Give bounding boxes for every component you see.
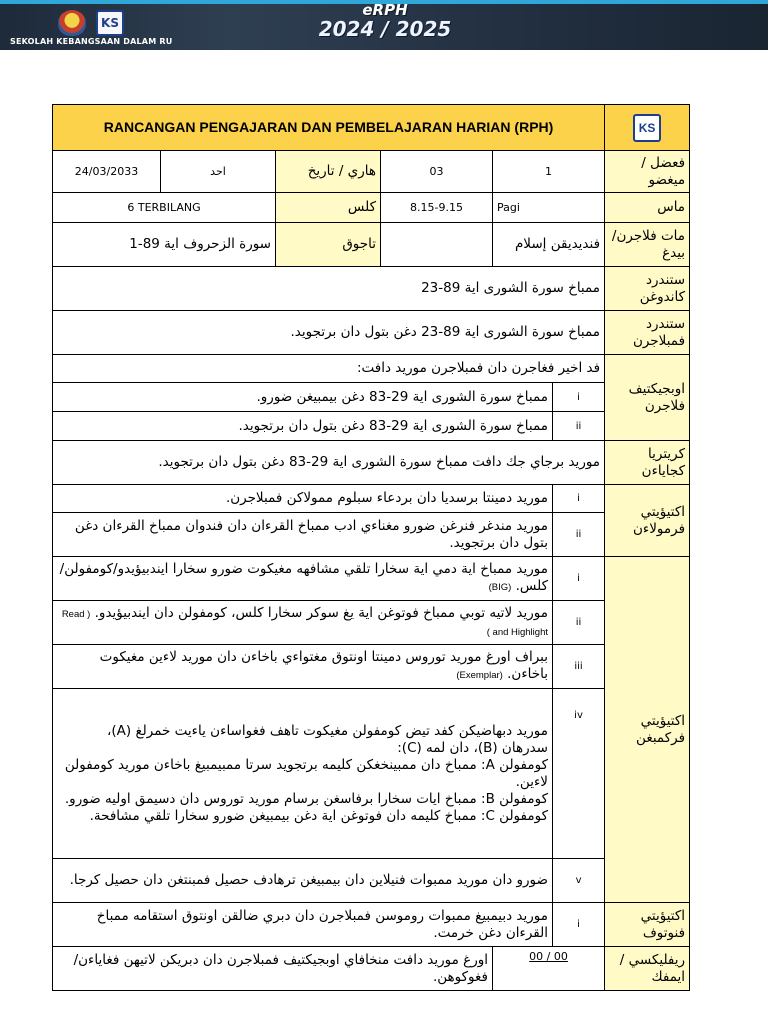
objektif-label: اوبجيكتيف فلاجرن bbox=[605, 355, 690, 441]
hari-value: احد bbox=[161, 151, 276, 193]
objektif-item-num: ii bbox=[553, 412, 605, 441]
refleksi-label: ريفليكسي / ايمفك bbox=[605, 947, 690, 991]
bidang-value: فنديديقن إسلام bbox=[493, 223, 605, 267]
state-crest-logo bbox=[58, 10, 86, 36]
fasal-label: فعضل / ميغضو bbox=[605, 151, 690, 193]
perkembangan-item-num: iv bbox=[553, 689, 605, 859]
perkembangan-item-text bbox=[53, 645, 553, 689]
masa-label: ماس bbox=[605, 193, 690, 223]
banner-title bbox=[310, 2, 460, 40]
penutup-label: اكتيؤيتي فنوتوف bbox=[605, 903, 690, 947]
objektif-item-num: i bbox=[553, 383, 605, 412]
banner-title-line2: 2024 / 2025 bbox=[318, 17, 452, 41]
sk-value: ممباخ سورة الشورى اية 89-23 bbox=[53, 267, 605, 311]
perkembangan-item-text bbox=[53, 557, 553, 601]
banner-school-name: SEKOLAH KEBANGSAAN DALAM RU bbox=[10, 37, 173, 46]
penutup-item-text: موريد دبيمبيغ ممبوات روموسن فمبلاجرن دان دبري ضالقن اونتوق استقامه ممباخ القرءان دغن خرمت. bbox=[53, 903, 553, 947]
refleksi-text: اورغ موريد دافت منخافاي اوبجيكتيف فمبلاجرن دان دبريكن لاتيهن فغاياءن/فغوكوهن. bbox=[53, 947, 493, 991]
perkembangan-label: اكتيؤيتي فركمبغن bbox=[605, 557, 690, 903]
tarikh-value: 24/03/2033 bbox=[53, 151, 161, 193]
perkembangan-item-num: i bbox=[553, 557, 605, 601]
perkembangan-line: موريد دبهاضيكن كفد تيض كومفولن مغيكوت تاهف فغواساءن ياءيت خمرلغ (A)، سدرهان (B)، دان لمه (C): bbox=[107, 722, 548, 756]
penutup-item-num: i bbox=[553, 903, 605, 947]
sp-label: ستندرد فمبلاجرن bbox=[605, 311, 690, 355]
sk-label: ستندرد كاندوغن bbox=[605, 267, 690, 311]
sp-value: ممباخ سورة الشورى اية 89-23 دغن بتول دان برتجويد. bbox=[53, 311, 605, 355]
refleksi-ratio: 00 / 00 bbox=[493, 947, 605, 991]
perkembangan-item-body: ببراف اورغ موريد توروس دمينتا اونتوق مغتواءي باخاءن دان موريد لاءين مغيكوت باخاءن. bbox=[99, 649, 548, 682]
objektif-intro: فد اخير فغاجرن دان فمبلاجرن موريد دافت: bbox=[53, 355, 605, 383]
rph-title: RANCANGAN PENGAJARAN DAN PEMBELAJARAN HARIAN (RPH) bbox=[53, 105, 605, 151]
tajuk-label: مات فلاجرن/ بيدغ bbox=[605, 223, 690, 267]
school-logo: KS bbox=[96, 10, 124, 36]
empty-cell bbox=[381, 223, 493, 267]
rph-logo-icon: KS bbox=[633, 114, 661, 142]
permulaan-item-num: ii bbox=[553, 513, 605, 557]
rph-table bbox=[52, 104, 690, 991]
perkembangan-item-tag: (Exemplar) bbox=[456, 670, 503, 681]
perkembangan-item-tag: (BIG) bbox=[488, 582, 512, 593]
fasal-value: 1 bbox=[493, 151, 605, 193]
page-banner bbox=[0, 0, 768, 50]
sesi-value: Pagi bbox=[493, 193, 605, 223]
banner-title-line1: eRPH bbox=[362, 1, 408, 19]
perkembangan-line: كومفولن B: ممباخ ايات سخارا برفاسغن برسام موريد توروس دان دسيمق اوليه ضورو. bbox=[64, 790, 548, 807]
perkembangan-line: كومفولن C: ممباخ كليمه دان فوتوغن اية دغن بيمبيغن ضورو سخارا تلقي مشافحة. bbox=[89, 807, 548, 824]
permulaan-item-num: i bbox=[553, 485, 605, 513]
permulaan-item-text: موريد دمينتا برسديا دان بردعاء سبلوم ممولاكن فمبلاجرن. bbox=[53, 485, 553, 513]
perkembangan-item-tag: ( Read and Highlight ) bbox=[61, 608, 548, 638]
objektif-item-text: ممباخ سورة الشورى اية 29-83 دغن بيمبيغن ضورو. bbox=[53, 383, 553, 412]
minggu-value: 03 bbox=[381, 151, 493, 193]
rph-logo-cell bbox=[605, 105, 690, 151]
tajuk-value: سورة الزحروف اية 89-1 bbox=[53, 223, 276, 267]
perkembangan-item-text bbox=[53, 689, 553, 859]
perkembangan-line: كومفولن A: ممباخ دان ممبينخغكن كليمه برتجويد سرتا ممبيمبيغ باخاءن موريد كومفولن لاءين. bbox=[64, 756, 548, 790]
permulaan-label: اكتيؤيتي فرمولاءن bbox=[605, 485, 690, 557]
kelas-value: 6 TERBILANG bbox=[53, 193, 276, 223]
kelas-label: كلس bbox=[276, 193, 381, 223]
masa-value: 8.15-9.15 bbox=[381, 193, 493, 223]
perkembangan-item-num: iii bbox=[553, 645, 605, 689]
perkembangan-item-text: ضورو دان موريد ممبوات فنيلاين دان بيمبيغن ترهادف حصيل فمبنتغن دان حصيل كرجا. bbox=[53, 859, 553, 903]
kriteria-value: موريد برجاي جك دافت ممباخ سورة الشورى اية 29-83 دغن بتول دان برتجويد. bbox=[53, 441, 605, 485]
tajuk-word: تاجوق bbox=[276, 223, 381, 267]
perkembangan-item-body: موريد ممباخ اية دمي اية سخارا تلقي مشافهه مغيكوت ضورو سخارا ايندبيؤيدو/كومفولن/كلس. bbox=[59, 561, 548, 594]
perkembangan-item-text bbox=[53, 601, 553, 645]
hari-label: هاري / تاريخ bbox=[276, 151, 381, 193]
kriteria-label: كريتريا كجاياءن bbox=[605, 441, 690, 485]
perkembangan-item-body: موريد لاتيه توبي ممباخ فوتوغن اية يغ سوكر سخارا كلس، كومفولن دان ايندبيؤيدو. bbox=[94, 604, 548, 621]
permulaan-item-text: موريد مندغر فنرغن ضورو مغناءي ادب ممباخ القرءان دان فندوان ممباخ القرءان دغن بتول دان برتجويد. bbox=[53, 513, 553, 557]
objektif-item-text: ممباخ سورة الشورى اية 29-83 دغن بتول دان برتجويد. bbox=[53, 412, 553, 441]
perkembangan-item-num: v bbox=[553, 859, 605, 903]
perkembangan-item-num: ii bbox=[553, 601, 605, 645]
